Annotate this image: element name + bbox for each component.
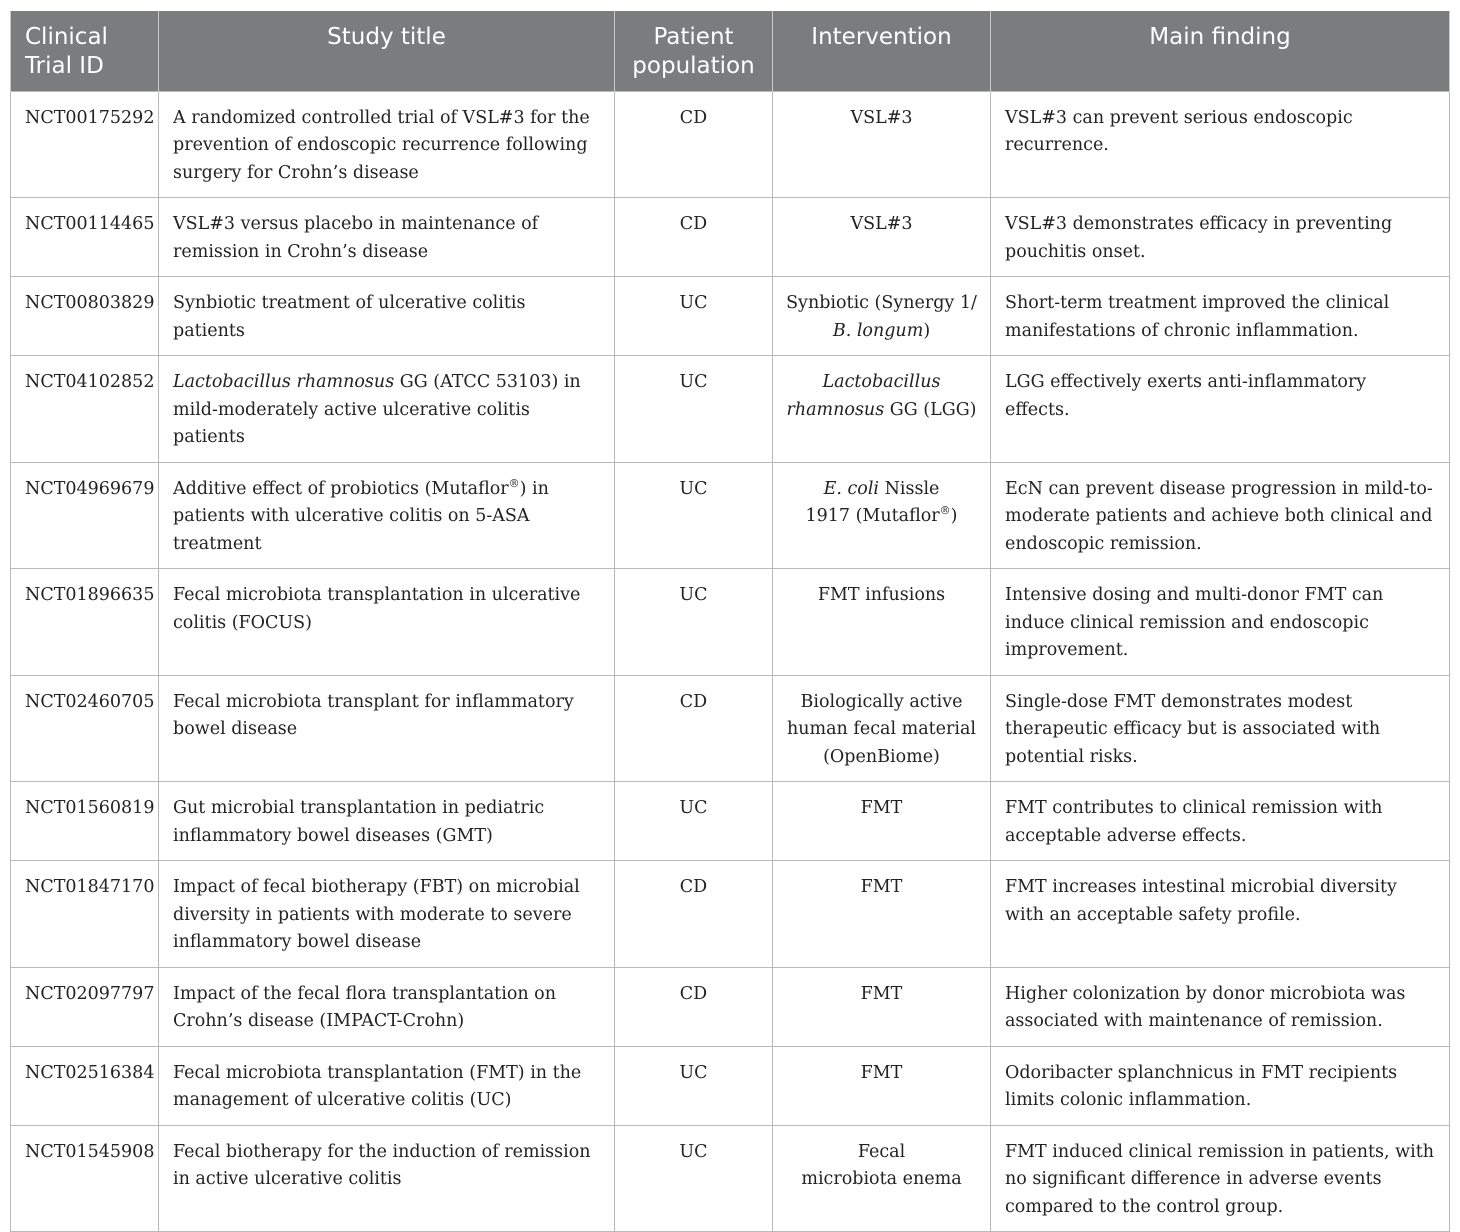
table-row — [11, 967, 1450, 1046]
intervention-cell: VSL#3 — [773, 91, 991, 198]
intervention-text: GG (LGG) — [884, 399, 977, 420]
study-title-cell — [159, 356, 615, 463]
intervention-species-text: E. coli — [823, 478, 880, 499]
intervention-text: Fecal — [857, 1141, 906, 1162]
intervention-cell: FMT infusions — [773, 569, 991, 676]
table-row — [11, 675, 1450, 782]
intervention-cell — [773, 277, 991, 356]
table-row — [11, 1046, 1450, 1125]
finding-cell: LGG effectively exerts anti-inflammatory effects. — [991, 356, 1450, 463]
trial-id-cell: NCT04969679 — [11, 462, 159, 569]
trial-id-cell: NCT02460705 — [11, 675, 159, 782]
header-main-finding: Main finding — [991, 11, 1450, 91]
table-row — [11, 782, 1450, 861]
study-title-cell: Gut microbial transplantation in pediatric inflammatory bowel diseases (GMT) — [159, 782, 615, 861]
finding-cell: Intensive dosing and multi-donor FMT can induce clinical remission and endoscopic improvement. — [991, 569, 1450, 676]
population-cell: CD — [615, 861, 773, 968]
trial-id-cell: NCT02516384 — [11, 1046, 159, 1125]
population-cell: CD — [615, 91, 773, 198]
intervention-cell: VSL#3 — [773, 198, 991, 277]
intervention-cell — [773, 356, 991, 463]
intervention-text-end: ) — [923, 320, 931, 341]
table-row — [11, 277, 1450, 356]
trial-id-cell: NCT00114465 — [11, 198, 159, 277]
population-cell: CD — [615, 675, 773, 782]
intervention-cell — [773, 462, 991, 569]
population-cell: UC — [615, 277, 773, 356]
trial-id-cell: NCT01896635 — [11, 569, 159, 676]
intervention-text-end: ) — [950, 506, 958, 526]
finding-cell: FMT contributes to clinical remission with acceptable adverse effects. — [991, 782, 1450, 861]
trial-id-cell: NCT01545908 — [11, 1125, 159, 1232]
intervention-genus-text: Lactobacillus — [822, 372, 941, 392]
header-row — [11, 11, 1450, 91]
header-study-title: Study title — [159, 11, 615, 91]
finding-cell: Short-term treatment improved the clinical manifestations of chronic inflammation. — [991, 277, 1450, 356]
table-row — [11, 356, 1450, 463]
study-title-cell: Impact of the fecal flora transplantation on Crohn’s disease (IMPACT-Crohn) — [159, 967, 615, 1046]
finding-cell: FMT increases intestinal microbial diversity with an acceptable safety profile. — [991, 861, 1450, 968]
study-title-cell: Impact of fecal biotherapy (FBT) on microbial diversity in patients with moderate to severe inflammatory bowel disease — [159, 861, 615, 968]
finding-cell: VSL#3 demonstrates efficacy in preventing pouchitis onset. — [991, 198, 1450, 277]
table-header — [11, 11, 1450, 91]
table-body — [11, 91, 1450, 1232]
table-row — [11, 198, 1450, 277]
header-trial-id: Clinical Trial ID — [11, 11, 159, 91]
study-title-text-end: ) in patients with ulcerative colitis on 5-ASA treatment — [173, 478, 549, 554]
header-patient-population: Patient population — [615, 11, 773, 91]
clinical-trials-table — [10, 11, 1450, 1232]
intervention-cell: Biologically active human fecal material (OpenBiome) — [773, 675, 991, 782]
population-cell: UC — [615, 569, 773, 676]
intervention-cell — [773, 1125, 991, 1232]
table-row — [11, 569, 1450, 676]
table-row — [11, 91, 1450, 198]
intervention-text: Synbiotic (Synergy 1/ — [786, 293, 977, 313]
intervention-species-text: rhamnosus — [786, 399, 885, 420]
table-row — [11, 861, 1450, 968]
study-title-cell: Fecal microbiota transplantation (FMT) in the management of ulcerative colitis (UC) — [159, 1046, 615, 1125]
table-row — [11, 462, 1450, 569]
registered-mark: ® — [939, 504, 951, 518]
study-title-cell: A randomized controlled trial of VSL#3 for the prevention of endoscopic recurrence following surgery for Crohn’s disease — [159, 91, 615, 198]
population-cell: UC — [615, 1046, 773, 1125]
population-cell: UC — [615, 1125, 773, 1232]
study-title-cell: Fecal biotherapy for the induction of remission in active ulcerative colitis — [159, 1125, 615, 1232]
finding-cell: Odoribacter splanchnicus in FMT recipients limits colonic inflammation. — [991, 1046, 1450, 1125]
study-title-cell: Fecal microbiota transplantation in ulcerative colitis (FOCUS) — [159, 569, 615, 676]
intervention-cell: FMT — [773, 782, 991, 861]
intervention-cell: FMT — [773, 861, 991, 968]
population-cell: UC — [615, 462, 773, 569]
header-intervention: Intervention — [773, 11, 991, 91]
trial-id-cell: NCT04102852 — [11, 356, 159, 463]
population-cell: UC — [615, 782, 773, 861]
study-title-text: Additive effect of probiotics (Mutaflor — [173, 478, 509, 499]
trial-id-cell: NCT01847170 — [11, 861, 159, 968]
study-title-cell: Synbiotic treatment of ulcerative colitis patients — [159, 277, 615, 356]
study-title-cell — [159, 462, 615, 569]
trial-id-cell: NCT00803829 — [11, 277, 159, 356]
trial-id-cell: NCT02097797 — [11, 967, 159, 1046]
finding-cell: VSL#3 can prevent serious endoscopic recurrence. — [991, 91, 1450, 198]
intervention-text: Nissle — [879, 478, 940, 499]
trial-id-cell: NCT01560819 — [11, 782, 159, 861]
intervention-text-2: 1917 (Mutaflor — [805, 506, 940, 526]
population-cell: CD — [615, 198, 773, 277]
study-title-text: GG (ATCC 53103) in mild-moderately active ulcerative colitis patients — [173, 372, 581, 447]
population-cell: UC — [615, 356, 773, 463]
study-title-cell: Fecal microbiota transplant for inflammatory bowel disease — [159, 675, 615, 782]
trial-id-cell: NCT00175292 — [11, 91, 159, 198]
table-row — [11, 1125, 1450, 1232]
finding-cell: Single-dose FMT demonstrates modest therapeutic efficacy but is associated with potential risks. — [991, 675, 1450, 782]
study-title-cell: VSL#3 versus placebo in maintenance of remission in Crohn’s disease — [159, 198, 615, 277]
trials-table-container — [10, 11, 1449, 1232]
intervention-species-text: B. longum — [832, 320, 924, 341]
intervention-text-2: microbiota enema — [801, 1169, 962, 1189]
finding-cell: Higher colonization by donor microbiota was associated with maintenance of remission. — [991, 967, 1450, 1046]
study-title-species: Lactobacillus rhamnosus — [173, 372, 395, 392]
finding-cell: EcN can prevent disease progression in mild-to-moderate patients and achieve both clinical and endoscopic remission. — [991, 462, 1450, 569]
intervention-cell: FMT — [773, 967, 991, 1046]
finding-cell: FMT induced clinical remission in patients, with no significant difference in adverse events compared to the control group. — [991, 1125, 1450, 1232]
population-cell: CD — [615, 967, 773, 1046]
registered-mark: ® — [508, 476, 520, 490]
intervention-cell: FMT — [773, 1046, 991, 1125]
